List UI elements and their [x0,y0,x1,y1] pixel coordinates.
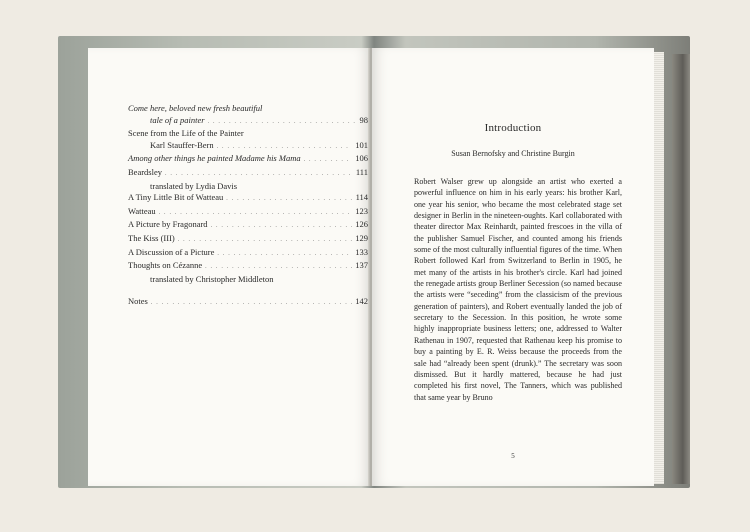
body-paragraph: Robert Walser grew up alongside an artist who exerted a powerful influence on him in his early years: his brother Karl, one year his senior, who became the most celebrated stage set designer in Berlin in the nineteen-oughts. Karl collaborated with theater director Max Reinhardt, painted frescoes in the villa of the publisher Samuel Fischer, and counted among his friends some of the most culturally influential figures of the time. When Robert followed Karl from Switzerland to Berlin in 1905, he met many of the artists in his brother's circle. Karl had joined the renegade artists group Berliner Secession (so named because the artists were “seceding” from the classicism of the previous generation of painters), and Robert eventually landed the job of secretary to the Secession. In this position, he wrote some highly inappropriate business letters; one, addressed to Walter Rathenau in 1907, requested that Rathenau keep his promise to buy a painting by E. R. Weiss because the proceeds from the sale had “already been spent (drunk).” The secretary was soon dismissed. But it hardly mattered, because he had just completed his first novel, The Tanners, which was published that same year by Bruno [414,177,622,402]
toc-entry-page: 98 [359,114,368,125]
toc-entry-title: Karl Stauffer-Bern [150,139,214,150]
toc-leader-dots [226,194,352,206]
toc-entry-title: tale of a painter [150,114,205,125]
toc-entry-title: A Tiny Little Bit of Watteau [128,192,224,203]
toc-entry-title: Thoughts on Cézanne [128,260,203,271]
toc-entry-title: Scene from the Life of the Painter [128,128,244,139]
toc-entry [128,219,368,233]
cover-edge [672,54,690,484]
toc-entry [128,115,368,129]
toc-entry-page: 137 [355,260,368,271]
toc-entry [128,206,368,220]
toc-entry [128,192,368,206]
page-stack-edge [654,52,664,484]
toc-leader-dots [217,249,352,261]
toc-entry-title: Come here, beloved new fresh beautiful [128,103,263,113]
toc-leader-dots [211,221,353,233]
open-book [58,36,690,488]
toc-entry [128,181,368,193]
toc-spacer [128,285,368,296]
toc-leader-dots [208,117,357,129]
toc-leader-dots [151,298,352,310]
toc-entry [128,167,368,181]
chapter-title: Introduction [484,122,542,134]
toc-entry-page: 111 [355,166,368,177]
page-number: 5 [511,452,515,460]
toc-entry-page: 126 [355,219,368,230]
toc-entry-title: translated by Christopher Middleton [150,273,274,284]
table-of-contents [128,103,368,310]
toc-entry-title: Among other things he painted Madame his Mama [128,153,301,164]
toc-entry-page: 106 [355,153,368,164]
toc-entry [128,260,368,274]
toc-leader-dots [205,262,352,274]
toc-entry [128,128,368,140]
toc-entry [128,103,368,115]
toc-entry [128,296,368,310]
toc-entry-page: 129 [355,232,368,243]
toc-leader-dots [217,142,353,154]
toc-entry [128,274,368,286]
body-text [414,176,622,403]
toc-entry [128,140,368,154]
left-page [88,48,370,486]
toc-entry-page: 114 [355,192,368,203]
toc-entry-page: 142 [355,296,368,307]
toc-entry-page: 123 [355,205,368,216]
toc-leader-dots [159,208,353,220]
toc-entry-title: Beardsley [128,166,162,177]
toc-entry-title: A Discussion of a Picture [128,246,215,257]
toc-entry [128,247,368,261]
right-page [372,48,654,486]
toc-entry-title: Notes [128,296,148,307]
toc-entry-title: The Kiss (III) [128,232,175,243]
toc-entry-page: 133 [355,246,368,257]
toc-entry [128,153,368,167]
toc-entry-title: translated by Lydia Davis [150,180,238,191]
toc-leader-dots [165,169,353,181]
toc-entry-title: A Picture by Fragonard [128,219,208,230]
toc-leader-dots [178,235,353,247]
chapter-authors: Susan Bernofsky and Christine Burgin [451,149,575,158]
toc-entry [128,233,368,247]
toc-entry-title: Watteau [128,205,156,216]
toc-leader-dots [304,155,353,167]
toc-entry-page: 101 [355,139,368,150]
